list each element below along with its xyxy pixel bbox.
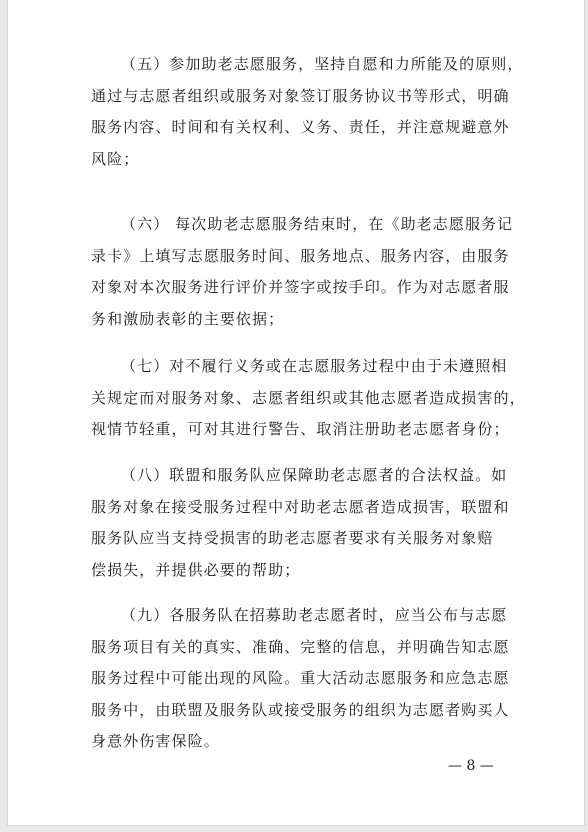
text-line: 身意外伤害保险。	[91, 732, 220, 750]
text-line: 服务项目有关的真实、准确、完整的信息，并明确告知志愿	[91, 637, 510, 656]
text-line: （七）对不履行义务或在志愿服务过程中由于未遵照相	[121, 357, 508, 375]
text-line: 服务中，由联盟及服务队或接受服务的组织为志愿者购买人	[91, 700, 510, 719]
paragraph-6	[91, 209, 521, 335]
text-line: （九）各服务队在招募助老志愿者时，应当公布与志愿	[121, 606, 508, 624]
document-page	[7, 0, 585, 826]
text-line: 视情节轻重，可对其进行警告、取消注册助老志愿者身份；	[91, 420, 510, 438]
text-line: 服务对象在接受服务过程中对助老志愿者造成损害，联盟和	[91, 497, 510, 516]
paragraph-8	[91, 460, 521, 586]
text-line: 服务队应当支持受损害的助老志愿者要求有关服务对象赔	[91, 529, 494, 547]
text-line: （五）参加助老志愿服务，坚持自愿和力所能及的原则，	[121, 55, 524, 73]
text-line: 关规定而对服务对象、志愿者组织或其他志愿者造成损害的，	[91, 388, 526, 407]
text-line: 通过与志愿者组织或服务对象签订服务协议书等形式，明确	[91, 86, 510, 105]
paragraph-7	[91, 351, 526, 446]
text-line: 务和激励表彰的主要依据；	[91, 309, 285, 328]
text-line: （八）联盟和服务队应保障助老志愿者的合法权益。如	[121, 466, 508, 484]
paragraph-9	[91, 600, 521, 758]
text-line: 录卡》上填写志愿服务时间、服务地点、服务内容，由服务	[91, 246, 510, 265]
text-line: 服务内容、时间和有关权利、义务、责任，并注意规避意外	[91, 118, 510, 136]
paragraph-5	[91, 49, 524, 175]
text-line: 偿损失，并提供必要的帮助；	[91, 560, 301, 579]
text-line: （六） 每次助老志愿服务结束时，在《助老志愿服务记	[121, 215, 514, 233]
text-line: 对象对本次服务进行评价并签字或按手印。作为对志愿者服	[91, 278, 510, 296]
text-line: 服务过程中可能出现的风险。重大活动志愿服务和应急志愿	[91, 669, 510, 687]
page-number: — 8 —	[448, 758, 494, 774]
text-line: 风险；	[91, 149, 140, 168]
